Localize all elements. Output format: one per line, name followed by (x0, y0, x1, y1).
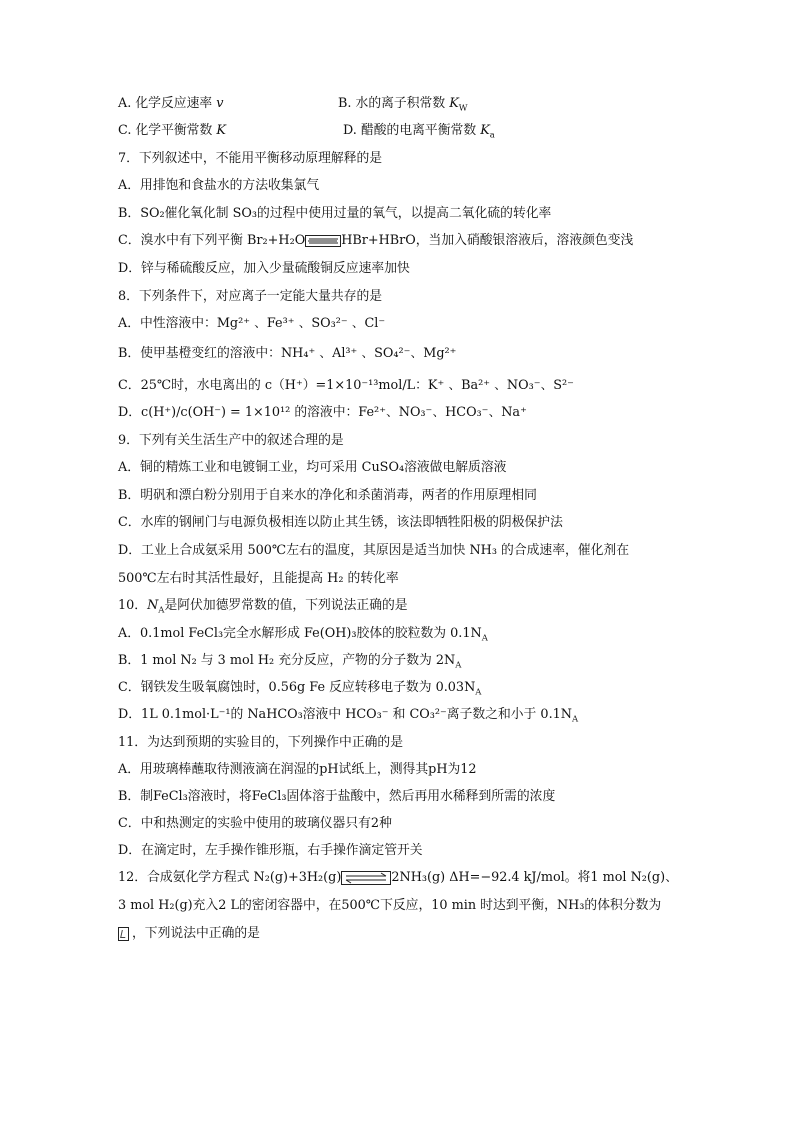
q9-option-d-line1: D．工业上合成氨采用 500℃左右的温度，其原因是适当加快 NH₃ 的合成速率，催化剂在 (118, 543, 629, 558)
q11-option-d: D．在滴定时，左手操作锥形瓶，右手操作滴定管开关 (118, 843, 423, 858)
q6-option-a: A. 化学反应速率 v (118, 96, 224, 111)
q8-option-d: D．c(H⁺)/c(OH⁻) = 1×10¹² 的溶液中：Fe²⁺、NO₃⁻、HCO₃⁻、Na⁺ (118, 405, 527, 420)
q7-option-a: A．用排饱和食盐水的方法收集氯气 (118, 178, 320, 193)
formula-placeholder-icon (118, 927, 129, 941)
q12-line2: 3 mol H₂(g)充入2 L的密闭容器中，在500℃下反应，10 min 时达到平衡，NH₃的体积分数为 (118, 898, 662, 913)
q8-option-b: B．使甲基橙变红的溶液中：NH₄⁺ 、Al³⁺ 、SO₄²⁻、Mg²⁺ (118, 346, 457, 361)
q6-option-c: C. 化学平衡常数 K (118, 123, 226, 138)
q10-option-b: B．1 mol N₂ 与 3 mol H₂ 充分反应，产物的分子数为 $2N_A$ (118, 653, 462, 671)
reversible-arrow-icon (341, 871, 391, 885)
q9-option-b: B．明矾和漂白粉分别用于自来水的净化和杀菌消毒，两者的作用原理相同 (118, 488, 537, 503)
q8-stem: 8．下列条件下，对应离子一定能大量共存的是 (118, 289, 383, 304)
q8-option-a: A．中性溶液中：Mg²⁺ 、Fe³⁺ 、SO₃²⁻ 、Cl⁻ (118, 316, 386, 331)
q6-option-d: D. 醋酸的电离平衡常数 $K_a$ (343, 123, 495, 141)
q8-option-c: C．25℃时，水电离出的 c（H⁺）=1×10⁻¹³mol/L：K⁺ 、Ba²⁺ 、NO₃⁻、S²⁻ (118, 378, 574, 393)
q10-stem: 10．$N_A$是阿伏加德罗常数的值，下列说法正确的是 (118, 598, 408, 616)
q11-option-c: C．中和热测定的实验中使用的玻璃仪器只有2种 (118, 816, 392, 831)
q9-stem: 9．下列有关生活生产中的叙述合理的是 (118, 433, 344, 448)
q9-option-a: A．铜的精炼工业和电镀铜工业，均可采用 CuSO₄溶液做电解质溶液 (118, 460, 507, 475)
q7-option-d: D．锌与稀硫酸反应，加入少量硫酸铜反应速率加快 (118, 261, 410, 276)
q10-option-d: D．1L 0.1mol·L⁻¹的 NaHCO₃溶液中 HCO₃⁻ 和 CO₃²⁻离子数之和小于 $0.1N_A$ (118, 707, 579, 725)
q12-line1: 12．合成氨化学方程式 N₂(g)+3H₂(g) 2NH₃(g) ΔH=−92.4 kJ/mol。将1 mol N₂(g)、 (118, 870, 678, 885)
q10-option-a: A．0.1mol FeCl₃完全水解形成 Fe(OH)₃胶体的胶粒数为 $0.1N_A$ (118, 626, 488, 644)
q7-option-c: C．溴水中有下列平衡 Br₂+H₂O HBr+HBrO，当加入硝酸银溶液后，溶液颜色变浅 (118, 233, 634, 248)
q6-option-b: B. 水的离子积常数 $K_W$ (338, 96, 468, 114)
q9-option-d-line2: 500℃左右时其活性最好，且能提高 H₂ 的转化率 (118, 571, 399, 586)
q7-stem: 7．下列叙述中，不能用平衡移动原理解释的是 (118, 151, 383, 166)
equilibrium-arrow-icon (305, 235, 341, 247)
q9-option-c: C．水库的钢闸门与电源负极相连以防止其生锈，该法即牺牲阳极的阴极保护法 (118, 515, 563, 530)
q7-option-b: B．SO₂催化氧化制 SO₃的过程中使用过量的氧气，以提高二氧化硫的转化率 (118, 206, 552, 221)
q11-option-a: A．用玻璃棒蘸取待测液滴在润湿的pH试纸上，测得其pH为12 (118, 762, 477, 777)
q11-stem: 11．为达到预期的实验目的，下列操作中正确的是 (118, 735, 404, 750)
q10-option-c: C．钢铁发生吸氧腐蚀时，0.56g Fe 反应转移电子数为 $0.03N_A$ (118, 680, 482, 698)
q12-line3: ，下列说法中正确的是 (118, 926, 260, 942)
q11-option-b: B．制FeCl₃溶液时，将FeCl₃固体溶于盐酸中，然后再用水稀释到所需的浓度 (118, 789, 556, 804)
